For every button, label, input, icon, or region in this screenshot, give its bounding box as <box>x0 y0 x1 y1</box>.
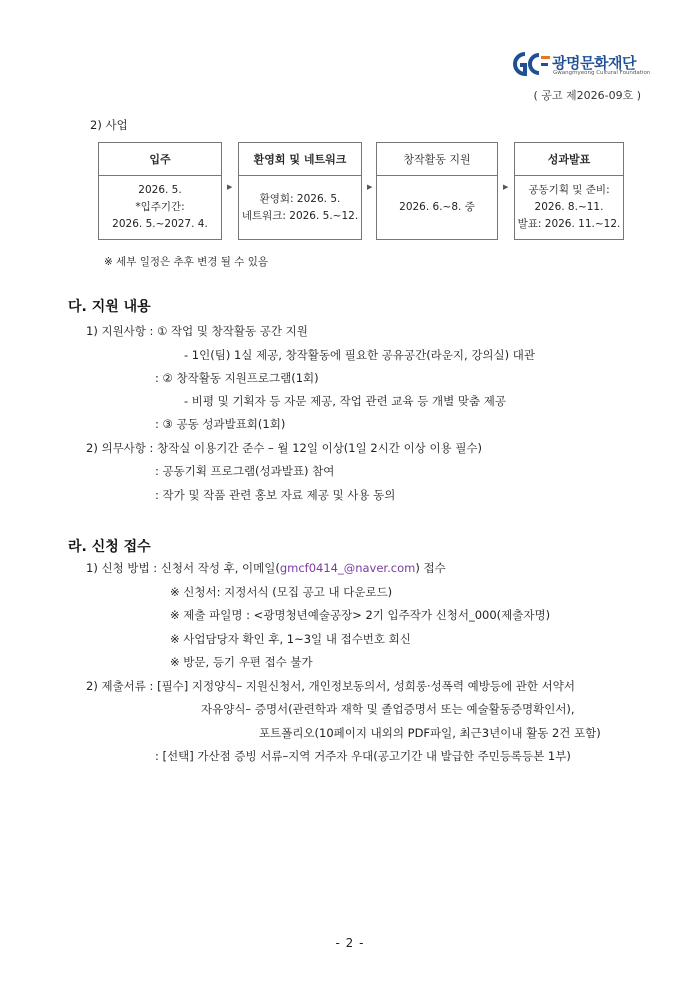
schedule-note: ※ 세부 일정은 추후 변경 될 수 있음 <box>104 256 269 268</box>
step-title: 창작활동 지원 <box>377 143 497 176</box>
step-body <box>239 176 361 239</box>
foundation-logo <box>511 50 651 80</box>
support-line: : ③ 공동 성과발표회(1회) <box>155 417 286 431</box>
section-title-support: 다. 지원 내용 <box>68 299 151 315</box>
arrow-icon: ▶ <box>367 183 373 191</box>
step-line: *입주기간: <box>135 201 185 213</box>
business-label: 2) 사업 <box>90 118 128 132</box>
obligation-line: : 작가 및 작품 관련 홍보 자료 제공 및 사용 동의 <box>155 488 396 502</box>
obligation-line: 2) 의무사항 : 창작실 이용기간 준수 – 월 12일 이상(1일 2시간 이상 이용 필수) <box>86 441 483 455</box>
documents-line: : [선택] 가산점 증빙 서류–지역 거주자 우대(공고기간 내 발급한 주민등록등본 1부) <box>155 749 571 763</box>
step-line: 네트워크: 2026. 5.~12. <box>241 209 359 222</box>
support-line: 1) 지원사항 : ① 작업 및 창작활동 공간 지원 <box>86 324 308 338</box>
step-line: 공동기획 및 준비: <box>528 184 610 196</box>
support-line: : ② 창작활동 지원프로그램(1회) <box>155 371 319 385</box>
step-body <box>99 176 221 239</box>
step-line: 2026. 6.~8. 중 <box>399 201 475 213</box>
application-note: ※ 방문, 등기 우편 접수 불가 <box>170 655 313 669</box>
logo-subtext: Gwangmyeong Cultural Foundation <box>553 70 651 76</box>
notice-number: ( 공고 제2026-09호 ) <box>533 89 641 102</box>
application-note: ※ 제출 파일명 : <광명청년예술공장> 2기 입주작가 신청서_000(제출자명) <box>170 608 551 622</box>
foundation-logo-mark <box>511 50 551 78</box>
page-number: - 2 - <box>335 936 365 950</box>
application-method-text: 1) 신청 방법 : 신청서 작성 후, 이메일( <box>86 561 280 575</box>
documents-line: 자유양식– 증명서(관련학과 재학 및 졸업증명서 또는 예술활동증명확인서), <box>201 702 575 716</box>
logo-text: 광명문화재단 <box>552 54 636 72</box>
step-box-creation <box>376 142 498 240</box>
step-line: 2026. 5.~2027. 4. <box>112 218 208 230</box>
step-line: 발표: 2026. 11.~12. <box>517 218 621 230</box>
step-line: 2026. 8.~11. <box>534 201 604 213</box>
step-title: 성과발표 <box>515 143 623 176</box>
step-line: 2026. 5. <box>138 184 182 196</box>
step-line: 환영회: 2026. 5. <box>259 192 341 205</box>
support-line: - 1인(팀) 1실 제공, 창작활동에 필요한 공유공간(라운지, 강의실) 대관 <box>184 348 536 362</box>
step-box-welcome <box>238 142 362 240</box>
application-note: ※ 신청서: 지정서식 (모집 공고 내 다운로드) <box>170 585 393 599</box>
step-title: 입주 <box>99 143 221 176</box>
step-body <box>377 176 497 239</box>
step-box-move-in <box>98 142 222 240</box>
obligation-line: : 공동기획 프로그램(성과발표) 참여 <box>155 464 335 478</box>
arrow-icon: ▶ <box>227 183 233 191</box>
arrow-icon: ▶ <box>503 183 509 191</box>
documents-line: 포트폴리오(10페이지 내외의 PDF파일, 최근3년이내 활동 2건 포함) <box>259 726 601 740</box>
step-box-result <box>514 142 624 240</box>
support-line: - 비평 및 기획자 등 자문 제공, 작업 관련 교육 등 개별 맞춤 제공 <box>184 394 506 408</box>
section-title-application: 라. 신청 접수 <box>68 539 151 555</box>
documents-line: 2) 제출서류 : [필수] 지정양식– 지원신청서, 개인정보동의서, 성희롱·성폭력 예방등에 관한 서약서 <box>86 679 575 693</box>
application-note: ※ 사업담당자 확인 후, 1~3일 내 접수번호 회신 <box>170 632 411 646</box>
step-title: 환영회 및 네트워크 <box>239 143 361 176</box>
application-method <box>86 560 446 576</box>
email-link[interactable]: gmcf0414_@naver.com <box>279 561 416 575</box>
step-body <box>515 176 623 239</box>
application-method-text: ) 접수 <box>415 561 446 575</box>
